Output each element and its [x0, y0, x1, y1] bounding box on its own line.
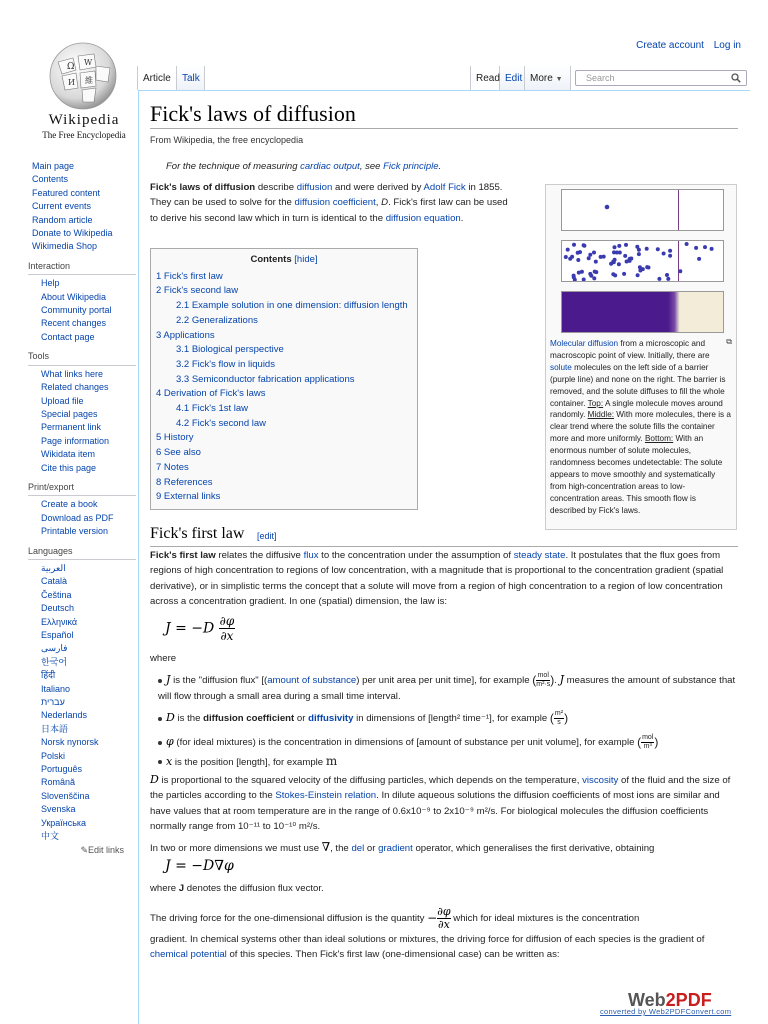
italic-symbol: D	[381, 197, 389, 209]
language-link[interactable]: فارسی	[41, 643, 68, 654]
sidebar-item-main-page[interactable]: Main page	[32, 161, 75, 171]
sidebar-item-special-pages[interactable]: Special pages	[41, 408, 98, 419]
watermark-brand-a: Web	[628, 990, 666, 1010]
sidebar-item-help[interactable]: Help	[41, 278, 60, 289]
toc-item[interactable]: 4.2 Fick's second law	[176, 417, 266, 429]
toc-item[interactable]: 9 External links	[156, 491, 221, 503]
diffusion-coefficient-paragraph	[150, 772, 736, 834]
tab-edit[interactable]	[500, 66, 525, 90]
tab-article-label: Article	[143, 73, 171, 84]
first-law-paragraph	[150, 548, 736, 609]
bold-symbol: J	[178, 883, 185, 894]
text: in dimensions of [length² time⁻¹], for example	[353, 713, 550, 725]
language-link[interactable]: Norsk nynorsk	[41, 737, 99, 748]
equation-lhs: J = −D	[165, 620, 215, 637]
figure-panel-single-molecule[interactable]	[561, 189, 724, 231]
fraction-numerator: ∂φ	[219, 614, 235, 628]
hatnote	[166, 161, 441, 172]
text: gradient. In chemical systems other than ideal solutions or mixtures, the driving force for diffusion of each species is the gradient of	[150, 934, 705, 945]
where-label: where	[150, 653, 177, 664]
molecule-dot	[694, 246, 698, 250]
molecule-dot	[593, 270, 597, 274]
sidebar-item-current-events[interactable]: Current events	[32, 201, 92, 212]
language-link[interactable]: Deutsch	[41, 603, 75, 614]
molecule-dot	[613, 245, 617, 249]
language-link[interactable]: Italiano	[41, 683, 71, 694]
molecule-dot	[636, 273, 640, 277]
sidebar-item-wikidata-item[interactable]: Wikidata item	[41, 449, 96, 460]
equation-fraction	[437, 906, 450, 931]
fraction-denominator: ∂x	[437, 918, 450, 931]
sidebar-item-random-article[interactable]: Random article	[32, 214, 93, 225]
text: In two or more dimensions we must use	[150, 843, 322, 854]
text: to the concentration under the assumption of	[318, 550, 514, 561]
pencil-icon: ✎	[80, 844, 88, 855]
unit-numerator: mol	[537, 672, 549, 679]
sidebar-item-recent-changes[interactable]: Recent changes	[41, 318, 107, 329]
language-link[interactable]: 한국어	[41, 656, 68, 667]
molecule-dot	[624, 243, 628, 247]
equation-fraction	[219, 614, 236, 643]
sidebar-print-export	[28, 481, 136, 539]
caption-label: Bottom:	[644, 434, 674, 444]
language-link[interactable]: 中文	[41, 831, 60, 842]
molecule-dot	[570, 255, 574, 259]
bullet-dot	[158, 717, 162, 721]
text: of this species. Then Fick's first law (one-dimensional case) can be written as:	[226, 949, 560, 961]
sidebar-tools	[28, 350, 136, 475]
toc-title: Contents	[250, 254, 292, 265]
bullet-dot	[158, 679, 162, 683]
caption-text: A single molecule moves around randomly.	[550, 398, 723, 420]
sidebar-heading-languages: Languages	[28, 545, 136, 560]
sidebar-item-upload-file[interactable]: Upload file	[41, 395, 84, 406]
text: of the fluid and the size of the particles according to the	[150, 775, 731, 802]
bold-term: Fick's laws of diffusion	[150, 182, 256, 193]
toc-item[interactable]: 3.1 Biological perspective	[176, 344, 284, 356]
caption-text: With more molecules, there is a clear trend where the solute fills the container more and more uniformly.	[550, 410, 731, 444]
search-input[interactable]	[575, 70, 747, 86]
molecule-dot	[578, 250, 582, 254]
svg-text:維: 維	[85, 76, 93, 85]
math-symbol: D	[150, 773, 159, 786]
driving-force-paragraph	[150, 906, 736, 931]
tab-talk[interactable]	[177, 66, 205, 90]
toc-item[interactable]: 8 References	[156, 476, 213, 488]
cardiac-output-link[interactable]: cardiac output	[300, 161, 360, 172]
unit-symbol: m	[325, 754, 338, 768]
figure-panel-many-molecules[interactable]	[561, 240, 724, 282]
molecule-dot	[613, 273, 617, 277]
unit-denominator: s	[557, 719, 561, 726]
molecule-dot	[685, 242, 689, 246]
text: (for ideal mixtures) is the concentration in dimensions of [amount of substance per unit volume], for example	[173, 737, 638, 749]
toc-item[interactable]: 3.3 Semiconductor fabrication applications	[176, 373, 355, 385]
molecule-dot	[613, 258, 617, 262]
tab-read[interactable]	[470, 66, 500, 90]
wikipedia-globe-icon	[38, 40, 128, 112]
title-divider	[150, 128, 738, 129]
steady-state-link[interactable]: steady state	[513, 550, 566, 561]
text: .	[554, 675, 560, 687]
gradient-link[interactable]: gradient	[378, 843, 413, 854]
log-in-link[interactable]: Log in	[713, 40, 741, 51]
molecule-dot	[582, 278, 586, 282]
caption-label: Middle:	[587, 410, 615, 420]
math-symbol: J	[559, 673, 564, 687]
molecule-dot	[656, 247, 660, 251]
toc-item[interactable]: 2.2 Generalizations	[176, 314, 258, 326]
viscosity-link[interactable]: viscosity	[582, 775, 619, 786]
molecule-dot	[573, 278, 577, 282]
molecule-dot	[588, 272, 592, 276]
unit-numerator: m²	[554, 710, 564, 717]
text: , the	[330, 843, 352, 854]
text: denotes the diffusion flux vector.	[184, 883, 324, 894]
diffusion-link[interactable]: diffusion	[296, 182, 333, 193]
toc-item[interactable]: 5 History	[156, 432, 194, 444]
flux-vector-paragraph	[150, 881, 324, 896]
language-link[interactable]: Čeština	[41, 589, 72, 600]
molecule-dot	[645, 265, 649, 269]
text: ,	[375, 197, 382, 209]
list-item	[158, 734, 736, 751]
text: measures the amount of substance that will flow through a small area during a small time interval.	[158, 675, 736, 702]
nabla-symbol: ∇	[321, 840, 331, 854]
search-placeholder: Search	[586, 73, 615, 83]
toc-item[interactable]: 7 Notes	[156, 461, 189, 473]
sidebar-item-what-links-here[interactable]: What links here	[41, 368, 104, 379]
sidebar-interaction	[28, 260, 136, 344]
sidebar-item-printable-version[interactable]: Printable version	[41, 526, 109, 537]
molecule-dot	[592, 251, 596, 255]
diffusion-figure	[545, 184, 737, 530]
text: is the "diffusion flux" [(	[170, 675, 268, 687]
molecule-dot	[615, 251, 619, 255]
paren-left: (	[549, 711, 554, 725]
text: where	[150, 883, 179, 894]
molecular-diffusion-link[interactable]: Molecular diffusion	[550, 339, 619, 348]
enlarge-icon[interactable]: ⧉	[726, 337, 732, 346]
toc-item[interactable]: 1 Fick's first law	[156, 270, 223, 282]
hatnote-text: For the technique of measuring	[166, 161, 301, 172]
math-symbol: x	[166, 755, 173, 768]
sidebar-item-community-portal[interactable]: Community portal	[41, 305, 112, 316]
toc-item[interactable]: 6 See also	[156, 447, 201, 459]
molecule-dot	[582, 243, 586, 247]
toc-item[interactable]: 3 Applications	[156, 329, 215, 341]
unit-numerator: mol	[642, 734, 654, 741]
molecule-dot	[617, 244, 621, 248]
diffusion-coefficient-link[interactable]: diffusion coefficient	[294, 197, 376, 209]
figure-caption	[550, 338, 732, 517]
fraction-numerator: ∂φ	[437, 905, 451, 918]
solute-link[interactable]: solute	[550, 362, 572, 372]
adolf-fick-link[interactable]: Adolf Fick	[423, 182, 466, 193]
molecule-dot	[588, 253, 592, 257]
list-item	[158, 710, 736, 727]
text: The driving force for the one-dimensional diffusion is the quantity	[150, 913, 428, 925]
unit-denominator: m²·s	[536, 681, 551, 688]
language-link[interactable]: Español	[41, 630, 74, 640]
molecule-dot	[594, 260, 598, 264]
bold-term: Fick's first law	[150, 550, 216, 561]
language-link[interactable]: Ελληνικά	[41, 616, 78, 627]
molecule-dot	[662, 252, 666, 256]
tab-more-menu[interactable]	[525, 66, 571, 90]
paren-right: )	[654, 735, 659, 749]
text: . In dilute aqueous solutions the diffusion coefficients of most ions are similar and have values that at room temperature are in the range of 0.6x10⁻⁹ to 2x10⁻⁹ m²/s. For biological molecules the diffusion coefficients normally range from 10⁻¹¹ to 10⁻¹⁰ m²/s.	[150, 790, 720, 832]
molecule-dots	[562, 190, 724, 231]
language-link[interactable]: Português	[41, 764, 83, 775]
sidebar-item-permanent-link[interactable]: Permanent link	[41, 422, 102, 433]
toc-title-row	[151, 253, 417, 268]
equation-first-law	[165, 614, 235, 643]
text: .	[460, 212, 464, 224]
logo-tagline: The Free Encyclopedia	[42, 130, 126, 140]
molecule-dot	[665, 273, 669, 277]
molecule-dot	[668, 249, 672, 253]
text: describe	[255, 182, 297, 193]
paren-left: (	[637, 735, 642, 749]
logo-title: Wikipedia	[48, 112, 120, 128]
text: is proportional to the squared velocity of the diffusing particles, which depends on the temperature,	[158, 775, 583, 786]
stokes-einstein-link[interactable]: Stokes-Einstein relation	[275, 790, 377, 802]
molecule-dot	[628, 259, 632, 263]
language-link[interactable]: हिंदी	[41, 670, 56, 681]
molecule-dot	[564, 255, 568, 259]
molecule-dots	[562, 241, 724, 282]
molecule-dot	[697, 257, 701, 261]
math-symbol: J	[166, 673, 171, 687]
text: . Fick's first law can be used to derive his second law which in turn is identical to the	[150, 197, 508, 224]
text: is the	[174, 713, 204, 725]
tab-read-label: Read	[476, 73, 500, 84]
section-edit-link[interactable]: [edit]	[257, 531, 277, 541]
paren-left: (	[532, 673, 537, 687]
del-link[interactable]: del	[351, 843, 365, 854]
unit-fraction	[554, 710, 564, 727]
molecule-dot	[637, 252, 641, 256]
molecule-dot	[577, 271, 581, 275]
math-symbol: D	[166, 711, 175, 725]
language-link[interactable]: 日本語	[41, 723, 69, 734]
text: which for ideal mixtures is the concentration	[450, 913, 640, 925]
tab-more-label: More	[530, 73, 553, 84]
language-link[interactable]: Svenska	[41, 804, 76, 815]
svg-text:W: W	[84, 58, 93, 67]
section-divider	[150, 546, 738, 547]
text: in 1855. They can be used to solve for the	[150, 182, 503, 209]
unit-fraction	[536, 672, 550, 689]
list-item	[158, 754, 736, 770]
molecule-dot	[666, 277, 670, 281]
sidebar-item-donate[interactable]: Donate to Wikipedia	[32, 228, 113, 239]
section-heading-first-law: Fick's first law	[150, 525, 245, 542]
sidebar-item-cite-this-page[interactable]: Cite this page	[41, 462, 97, 473]
language-link[interactable]: Slovenščina	[41, 790, 90, 801]
sidebar-item-about[interactable]: About Wikipedia	[41, 291, 107, 302]
caption-text: from a microscopic and macroscopic point of view. Initially, there are	[550, 339, 710, 360]
tab-article[interactable]	[137, 66, 177, 90]
fick-principle-link[interactable]: Fick principle	[383, 161, 439, 172]
text: and were derived by	[332, 182, 424, 193]
text: relates the diffusive	[215, 550, 304, 561]
molecule-dot	[587, 256, 591, 260]
sidebar	[28, 160, 136, 863]
tab-talk-label: Talk	[182, 73, 200, 84]
language-link[interactable]: Polski	[41, 750, 66, 761]
list-item	[158, 672, 736, 704]
molecule-dot	[678, 269, 682, 273]
toc-item[interactable]: 4.1 Fick's 1st law	[176, 403, 249, 415]
personal-tools	[629, 40, 741, 51]
fraction-denominator: ∂x	[220, 629, 234, 643]
language-link[interactable]: Nederlands	[41, 710, 88, 721]
text: or	[364, 843, 379, 854]
molecule-dot	[599, 255, 603, 259]
molecule-dot	[668, 254, 672, 258]
molecule-dot	[645, 247, 649, 251]
molecule-dot	[637, 248, 641, 252]
molecule-dot	[572, 243, 576, 247]
molecule-dot	[703, 245, 707, 249]
toc-item[interactable]: 2.1 Example solution in one dimension: diffusion length	[176, 300, 408, 312]
molecule-dot	[622, 272, 626, 276]
table-of-contents	[150, 248, 418, 510]
site-tagline: From Wikipedia, the free encyclopedia	[150, 135, 304, 145]
chemical-potential-paragraph	[150, 932, 736, 963]
intro-paragraph	[150, 180, 516, 226]
unit-fraction	[641, 734, 654, 751]
molecule-dot	[592, 276, 596, 280]
sidebar-item-page-information[interactable]: Page information	[41, 435, 110, 446]
sidebar-item-create-book[interactable]: Create a book	[41, 499, 98, 510]
edit-links-label: Edit links	[87, 844, 124, 855]
create-account-link[interactable]: Create account	[636, 40, 704, 51]
edit-links[interactable]	[28, 844, 136, 857]
molecule-dot	[566, 248, 570, 252]
paren-right: )	[564, 711, 569, 725]
page-title: Fick's laws of diffusion	[150, 101, 356, 126]
toc-item[interactable]: 4 Derivation of Fick's laws	[156, 388, 266, 400]
bullet-dot	[158, 741, 162, 745]
molecule-dot	[623, 254, 627, 258]
sidebar-languages	[28, 545, 136, 857]
molecule-dot	[576, 258, 580, 262]
amount-of-substance-link[interactable]: amount of substance	[267, 675, 357, 687]
sidebar-item-featured-content[interactable]: Featured content	[32, 187, 101, 198]
chemical-potential-link[interactable]: chemical potential	[150, 949, 227, 961]
language-link[interactable]: العربية	[41, 562, 66, 573]
language-link[interactable]: Català	[41, 576, 68, 587]
diffusion-equation-link[interactable]: diffusion equation	[385, 212, 461, 224]
text: . It postulates that the flux goes from regions of high concentration to regions of low concentration, with a magnitude that is proportional to the concentration gradient (spatial derivative), or in simplistic terms the concept that a solute will move from a region of high concentration to a region of low concentration across a concentration gradient. In one (spatial) dimension, the law is:	[150, 550, 724, 607]
molecule-dot	[710, 247, 714, 251]
sidebar-item-download-pdf[interactable]: Download as PDF	[41, 512, 114, 523]
toc-hide-toggle[interactable]: [hide]	[294, 254, 318, 265]
chevron-down-icon: ▼	[555, 76, 563, 83]
web2pdf-footer-link[interactable]: converted by Web2PDFConvert.com	[600, 1007, 732, 1016]
sidebar-item-contents[interactable]: Contents	[32, 174, 69, 185]
text: or	[294, 713, 309, 725]
concentration-gradient	[562, 292, 723, 332]
sidebar-item-contact-page[interactable]: Contact page	[41, 331, 95, 342]
svg-text:И: И	[68, 78, 75, 87]
language-link[interactable]: עברית	[41, 697, 65, 708]
caption-text: With an enormous number of solute molecules, randomness becomes undetectable: The solute appears to move smoothly and systematically from high-concentration areas to low-concentration areas. This smooth flow is described by Fick's laws.	[550, 434, 723, 515]
text: ) per unit area per unit time], for example	[356, 675, 533, 687]
sidebar-navigation	[28, 160, 136, 254]
toc-item[interactable]: 2 Fick's second law	[156, 285, 239, 297]
svg-text:Ω: Ω	[67, 62, 75, 72]
caption-label: Top:	[587, 398, 604, 408]
paren-right: )	[550, 673, 555, 687]
figure-panel-continuous[interactable]	[561, 291, 724, 333]
text: is the position [length], for example	[172, 757, 326, 768]
sidebar-heading-tools: Tools	[28, 350, 136, 365]
toc-item[interactable]: 3.2 Fick's flow in liquids	[176, 358, 275, 370]
minus-sign: −	[427, 910, 438, 925]
bullet-dot	[158, 760, 162, 764]
tab-edit-label: Edit	[505, 73, 523, 84]
hatnote-text: , see	[359, 161, 384, 172]
wikipedia-logo[interactable]	[28, 40, 140, 150]
bold-term: diffusion coefficient	[203, 713, 295, 725]
search-icon[interactable]	[731, 73, 741, 85]
math-symbol: φ	[166, 735, 174, 749]
sidebar-item-related-changes[interactable]: Related changes	[41, 382, 109, 393]
gradient-paragraph	[150, 840, 736, 856]
diffusivity-link[interactable]: diffusivity	[308, 713, 354, 725]
sidebar-heading-interaction: Interaction	[28, 260, 136, 275]
caption-text: molecules on the left side of a barrier (purple line) and none on the right. The barrier is removed, and the solute diffuses to fill the whole container.	[550, 362, 726, 408]
language-link[interactable]: Română	[41, 777, 76, 788]
sidebar-item-wikimedia-shop[interactable]: Wikimedia Shop	[32, 241, 98, 252]
sidebar-heading-print-export: Print/export	[28, 481, 136, 496]
unit-denominator: m³	[643, 743, 652, 750]
molecule-dot	[617, 262, 621, 266]
equation-vector-law: J = −D∇φ	[165, 858, 234, 874]
watermark-brand-b: 2PDF	[665, 990, 712, 1010]
flux-link[interactable]: flux	[303, 550, 319, 561]
molecule-dot	[641, 267, 645, 271]
text: operator, which generalises the first derivative, obtaining	[412, 843, 655, 854]
molecule-dot	[657, 277, 661, 281]
hatnote-text: .	[438, 161, 442, 172]
language-link[interactable]: Українська	[41, 817, 87, 828]
